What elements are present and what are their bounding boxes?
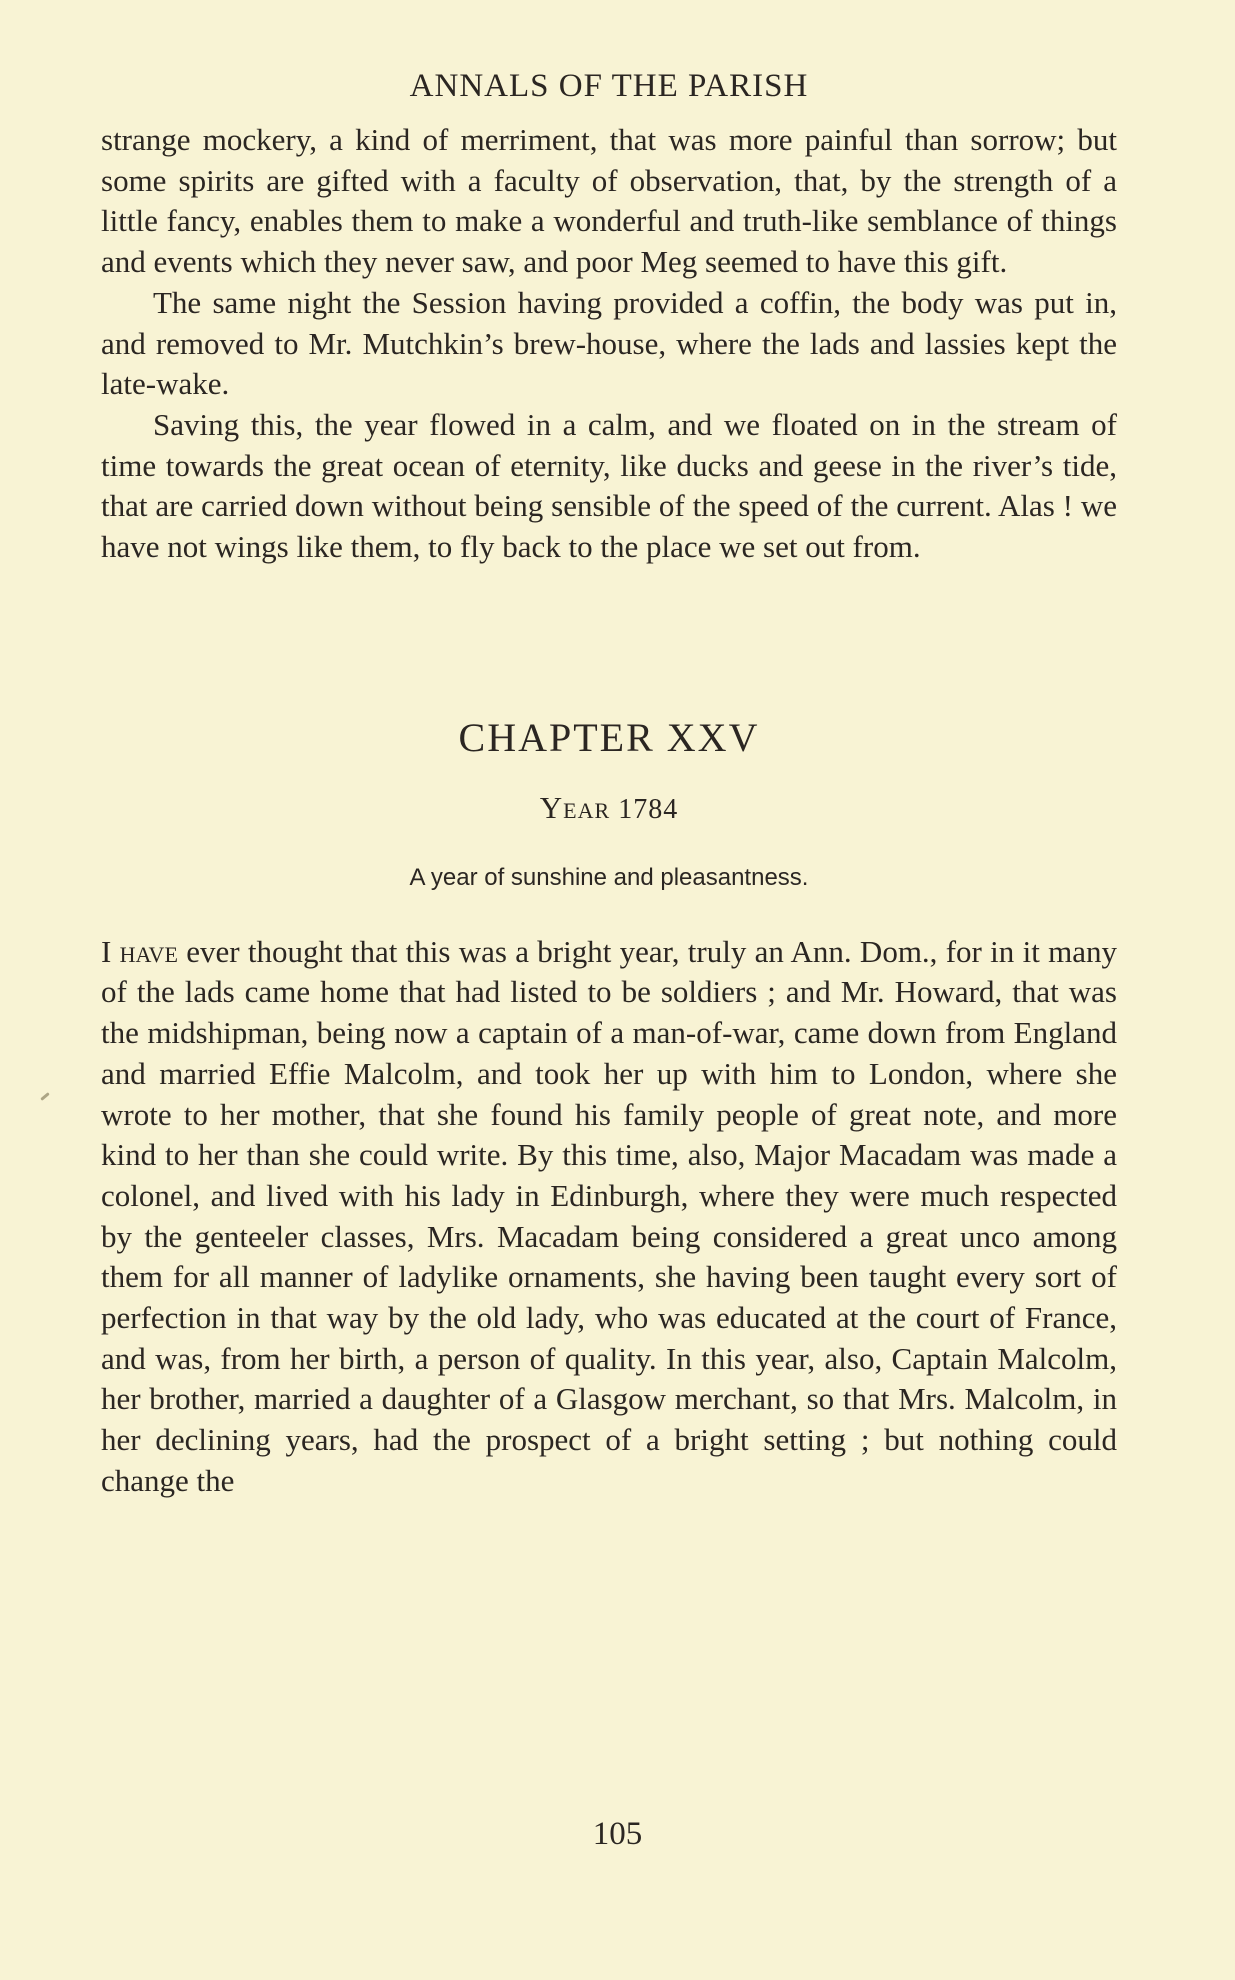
chapter-year-value: 1784: [618, 793, 679, 825]
book-page: [101, 62, 1117, 1502]
opening-small-caps: I have: [101, 933, 178, 969]
opening-text: ever thought that this was a bright year, truly an Ann. Dom., for in it many of the lads came home that had listed to be soldiers ; and Mr. Howard, that was the midshipman, being now a captain of a man-of-war, came down from England and married Effie Malcolm, and took her up with him to London, where she wrote to her mother, that she found his family people of great note, and more kind to her than she could write. By this time, also, Major Macadam was made a colonel, and lived with his lady in Edinburgh, where they were much respected by the genteeler classes, Mrs. Macadam being considered a great unco among them for all manner of ladylike ornaments, she having been taught every sort of perfection in that way by the old lady, who was educated at the court of France, and was, from her birth, a person of quality. In this year, also, Captain Malcolm, her brother, married a daughter of a Glasgow merchant, so that Mrs. Malcolm, in her declining years, had the prospect of a bright setting ; but nothing could change the: [101, 933, 1117, 1498]
chapter-year-label: Year: [539, 789, 611, 825]
paragraph-year-calm: Saving this, the year flowed in a calm, and we floated on in the stream of time towards the great ocean of eternity, like ducks and geese in the river’s tide, that are carried down without being sensible of the speed of the current. Alas ! we have not wings like them, to fly back to the place we set out from.: [101, 406, 1117, 565]
page-number: 105: [592, 1816, 643, 1852]
paragraph-continued: strange mockery, a kind of merriment, that was more painful than sorrow; but some spirits are gifted with a faculty of observation, that, by the strength of a little fancy, enables them to make a wonderful and truth-like semblance of things and events which they never saw, and poor Meg seemed to have this gift.: [101, 122, 1117, 280]
chapter-year: [101, 788, 1117, 830]
paper-speck: [40, 1092, 50, 1101]
paragraph-coffin: The same night the Session having provided a coffin, the body was put in, and removed to Mr. Mutchkin’s brew-house, where the lads and lassies kept the late-wake.: [101, 284, 1117, 402]
chapter-summary: A year of sunshine and pleasantness.: [409, 863, 809, 891]
chapter-opening-paragraph: [101, 932, 1117, 1502]
chapter-title: CHAPTER XXV: [458, 714, 760, 760]
running-head: ANNALS OF THE PARISH: [409, 68, 809, 104]
